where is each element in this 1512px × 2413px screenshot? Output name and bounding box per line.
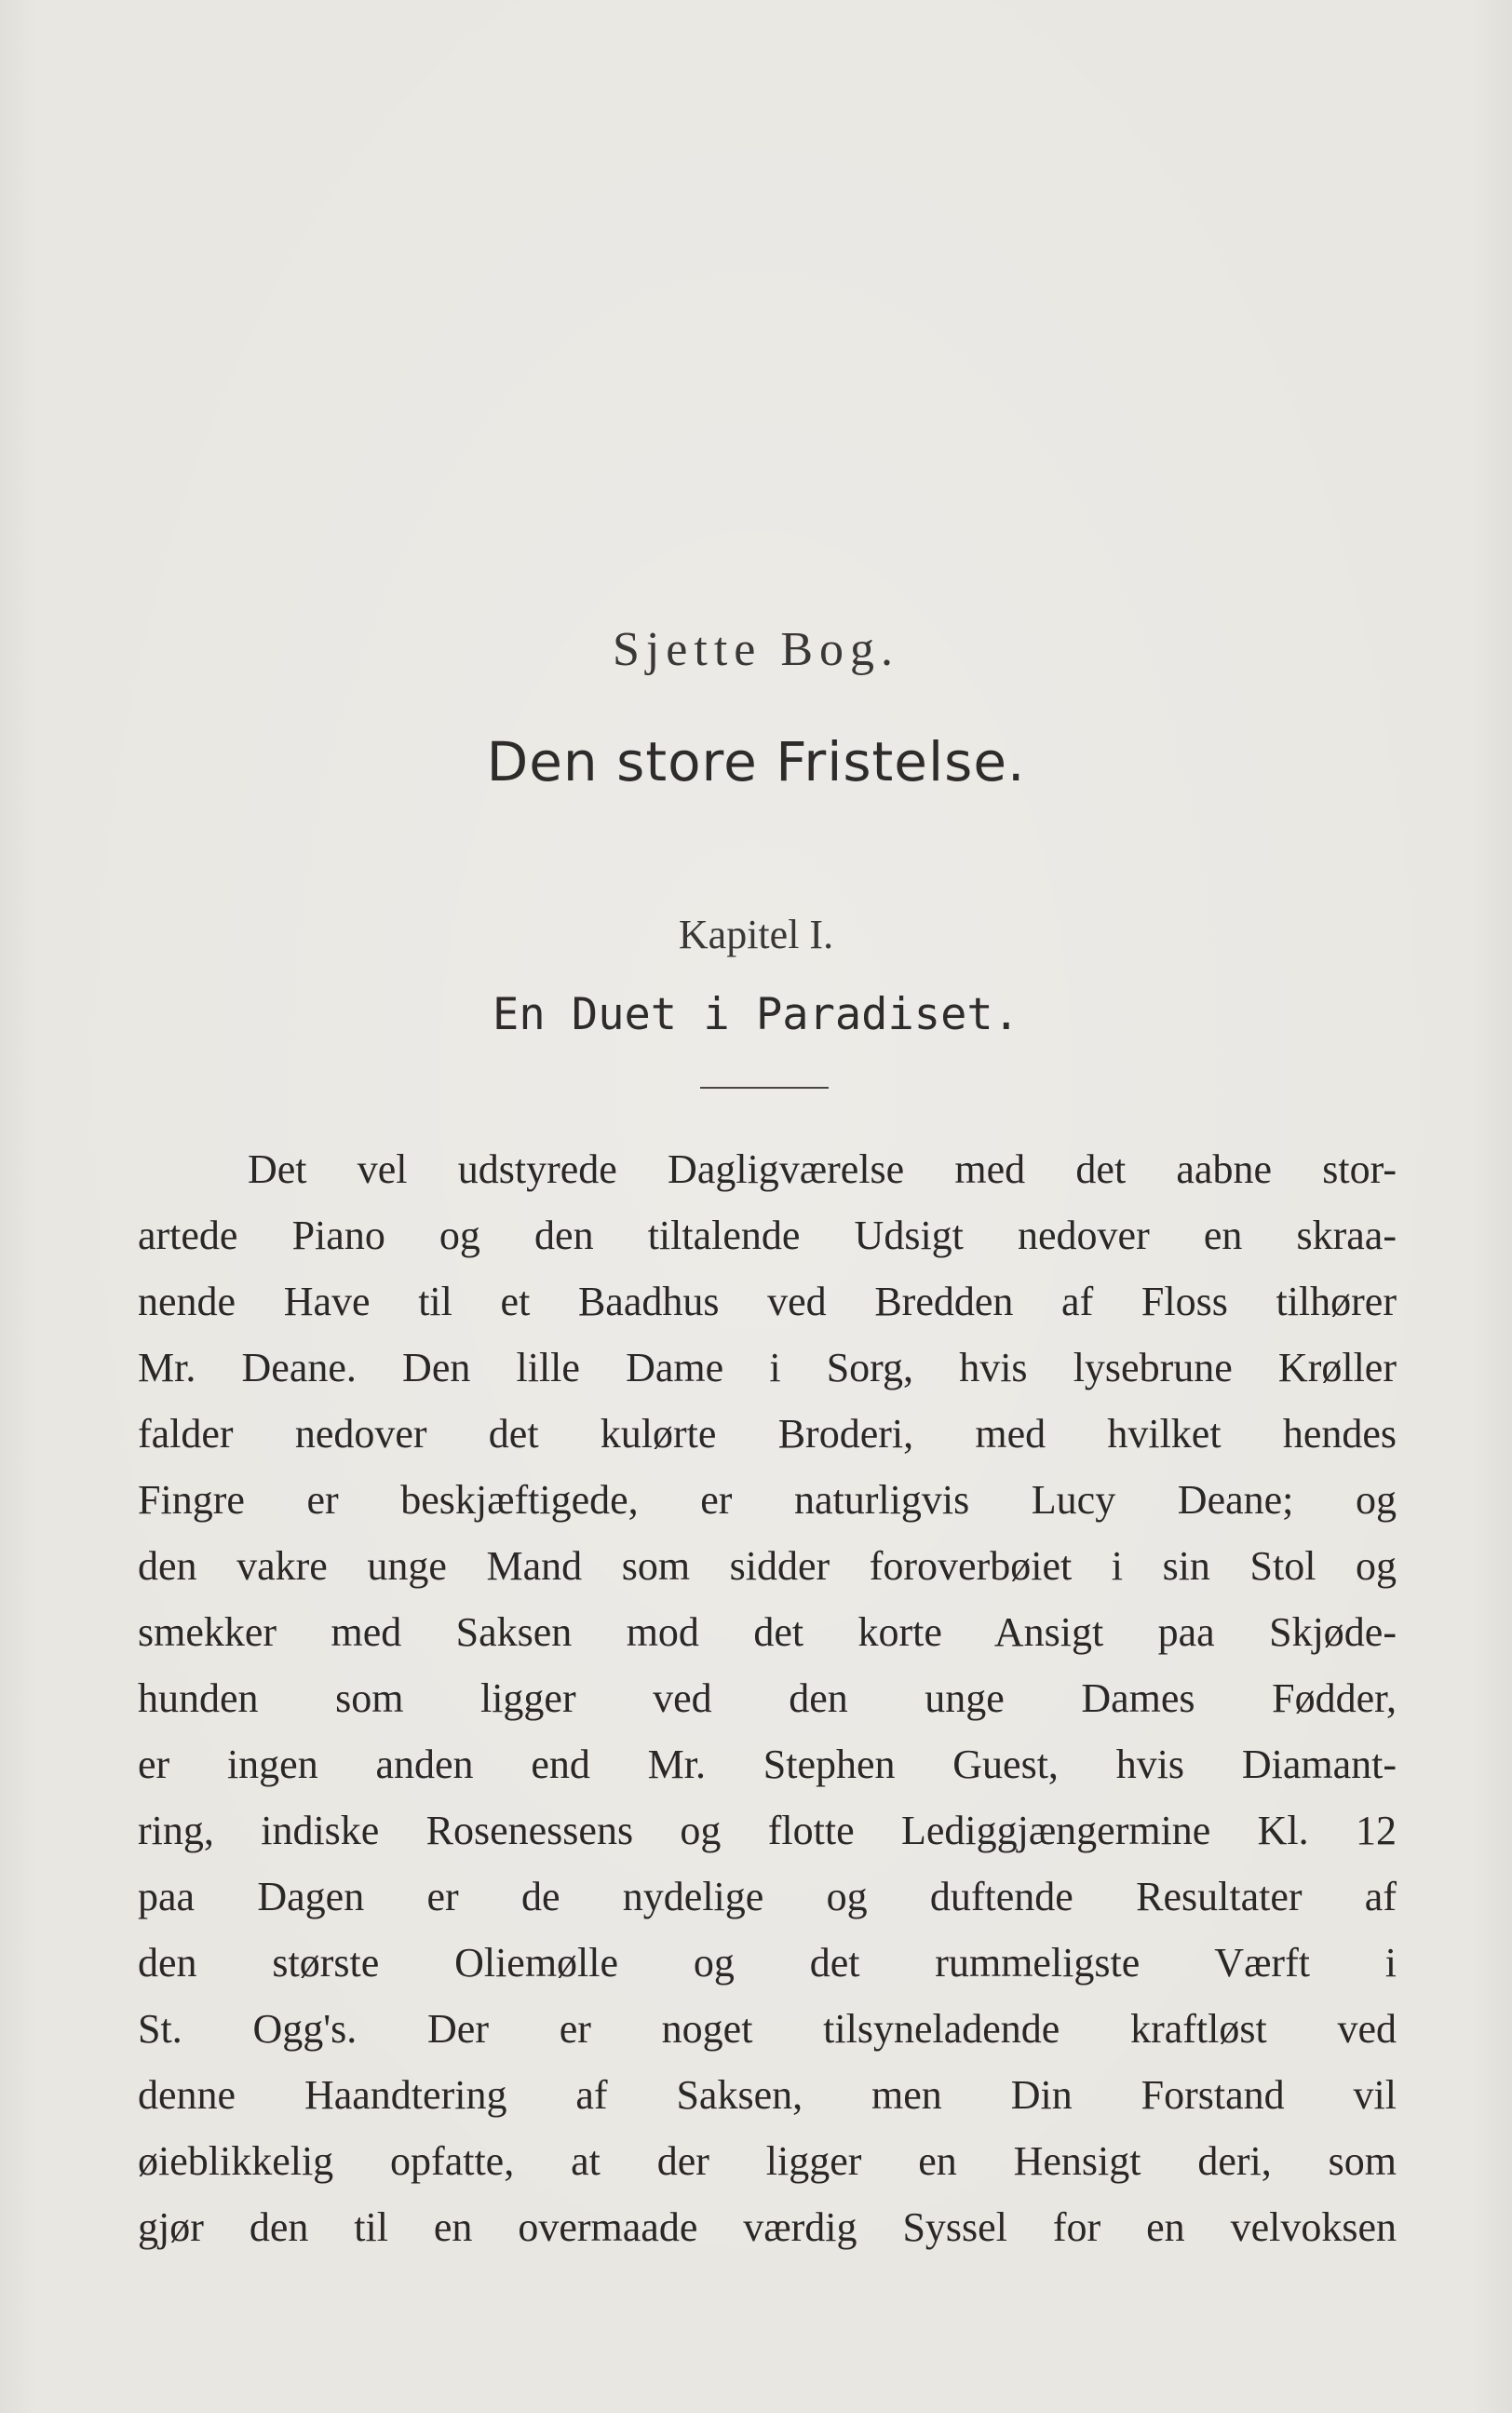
section-divider (700, 1087, 829, 1089)
text-line: smekker med Saksen mod det korte Ansigt paa Skjøde- (138, 1609, 1397, 1655)
text-line: nende Have til et Baadhus ved Bredden af Floss tilhører (138, 1279, 1397, 1324)
text-line: den største Oliemølle og det rummeligste Værft i (138, 1940, 1397, 1986)
body-paragraph (138, 1136, 1397, 2260)
text-line: ring, indiske Rosenessens og flotte Lediggjængermine Kl. 12 (138, 1808, 1397, 1853)
text-line: denne Haandtering af Saksen, men Din Forstand vil (138, 2072, 1397, 2118)
text-line: St. Ogg's. Der er noget tilsyneladende kraftløst ved (138, 2006, 1397, 2052)
text-line: Det vel udstyrede Dagligværelse med det aabne stor- (248, 1146, 1397, 1192)
text-line: artede Piano og den tiltalende Udsigt nedover en skraa- (138, 1213, 1397, 1258)
chapter-title: En Duet i Paradiset. (493, 989, 1019, 1040)
text-line: er ingen anden end Mr. Stephen Guest, hvis Diamant- (138, 1742, 1397, 1787)
book-subtitle: Den store Fristelse. (486, 730, 1026, 793)
book-title: Sjette Bog. (612, 623, 900, 676)
text-line: falder nedover det kulørte Broderi, med hvilket hendes (138, 1411, 1397, 1457)
text-line: Mr. Deane. Den lille Dame i Sorg, hvis lysebrune Krøller (138, 1345, 1397, 1390)
text-line: den vakre unge Mand som sidder foroverbøiet i sin Stol og (138, 1543, 1397, 1589)
text-line: hunden som ligger ved den unge Dames Fødder, (138, 1675, 1397, 1721)
text-line: paa Dagen er de nydelige og duftende Resultater af (138, 1874, 1397, 1919)
text-line: gjør den til en overmaade værdig Syssel for en velvoksen (138, 2204, 1397, 2250)
text-line: Fingre er beskjæftigede, er naturligvis Lucy Deane; og (138, 1477, 1397, 1523)
chapter-label: Kapitel I. (678, 912, 834, 957)
text-line: øieblikkelig opfatte, at der ligger en Hensigt deri, som (138, 2138, 1397, 2184)
